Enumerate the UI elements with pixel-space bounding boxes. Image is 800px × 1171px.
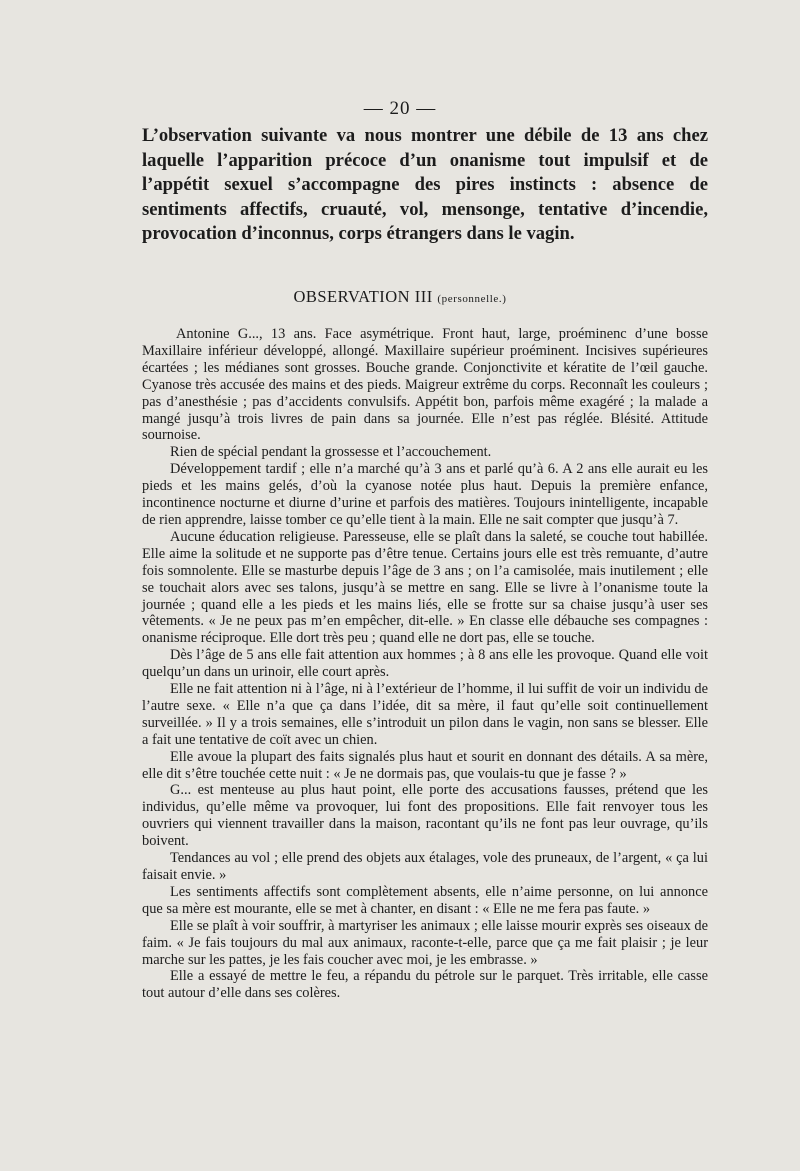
paragraph-9: Tendances au vol ; elle prend des objets aux étalages, vole des pruneaux, de l’argent, « ça lui faisait envie. »: [142, 850, 708, 883]
observation-body: [142, 326, 708, 1002]
intro-paragraph: L’observation suivante va nous montrer une débile de 13 ans chez laquelle l’apparition précoce d’un onanisme tout impulsif et de l’appétit sexuel s’accompagne des pires instincts : absence de sentiments affectifs, cruauté, vol, mensonge, tentative d’incendie, provocation d’inconnus, corps étrangers dans le vagin.: [142, 125, 708, 245]
paragraph-6: Elle ne fait attention ni à l’âge, ni à l’extérieur de l’homme, il lui suffit de voir un individu de l’autre sexe. « Elle n’a que ça dans l’idée, dit sa mère, il faut qu’elle soit continuellement surveillée. » Il y a trois semaines, elle s’introduit un pilon dans le vagin, non sans se blesser. Elle a fait une tentative de coït avec un chien.: [142, 681, 708, 748]
paragraph-5: Dès l’âge de 5 ans elle fait attention aux hommes ; à 8 ans elle les provoque. Quand elle voit quelqu’un dans un urinoir, elle court après.: [142, 647, 708, 681]
paragraph-3: Développement tardif ; elle n’a marché qu’à 3 ans et parlé qu’à 6. A 2 ans elle aurait eu les pieds et les mains gelés, d’où la cyanose notée plus haut. Depuis la première enfance, incontinence nocturne et diurne d’urine et parfois des matières. Toujours inintelligente, incapable de rien apprendre, laisse tomber ce qu’elle tient à la main. Elle ne sait compter que jusqu’à 7.: [142, 461, 708, 528]
page-number: — 20 —: [363, 98, 437, 119]
paragraph-10: Les sentiments affectifs sont complètement absents, elle n’aime personne, on lui annonce que sa mère est mourante, elle se met à chanter, en disant : « Elle ne me fera pas faute. »: [142, 883, 708, 917]
paragraph-4: Aucune éducation religieuse. Paresseuse, elle se plaît dans la saleté, se couche tout habillée. Elle aime la solitude et ne supporte pas d’être tenue. Certains jours elle est très remuante, d’autre fois somnolente. Elle se masturbe depuis l’âge de 3 ans ; on l’a camisolée, mais inutilement ; elle se touchait alors avec ses talons, jusqu’à se mettre en sang. Elle se livre à l’onanisme toute la journée ; quand elle a les pieds et les mains liés, elle se frotte sur sa chaise jusqu’à user ses vêtements. « Je ne peux pas m’en empêcher, dit-elle. » En classe elle débauche ses compagnes : onanisme réciproque. Elle dort très peu ; quand elle ne dort pas, elle se touche.: [142, 528, 708, 647]
observation-subtitle: (personnelle.): [437, 293, 507, 305]
paragraph-2: Rien de spécial pendant la grossesse et l’accouchement.: [170, 444, 492, 461]
paragraph-8: G... est menteuse au plus haut point, elle porte des accusations fausses, prétend que les individus, qu’elle même va provoquer, lui font des propositions. Elle fait renvoyer tous les ouvriers qui viennent travailler dans la maison, racontant qu’ils ne font pas leur ouvrage, qu’ils boivent.: [142, 782, 708, 850]
observation-heading: [0, 287, 800, 307]
observation-title: OBSERVATION III: [293, 287, 433, 306]
paragraph-12: Elle a essayé de mettre le feu, a répandu du pétrole sur le parquet. Très irritable, elle casse tout autour d’elle dans ses colères.: [142, 968, 708, 1002]
paragraph-7: Elle avoue la plupart des faits signalés plus haut et sourit en donnant des détails. A sa mère, elle dit s’être touchée cette nuit : « Je ne dormais pas, que voulais-tu que je fasse ? »: [142, 748, 708, 782]
paragraph-1: Antonine G..., 13 ans. Face asymétrique. Front haut, large, proéminenc d’une bosse Maxillaire inférieur développé, allongé. Maxillaire supérieur proéminent. Incisives supérieures écartées ; les médianes sont grosses. Bouche grande. Conjonctivite et kératite de l’œil gauche. Cyanose très accusée des mains et des pieds. Maigreur extrême du corps. Reconnaît les couleurs ; pas d’anesthésie ; pas d’accidents convulsifs. Appétit bon, parfois même exagéré ; la malade a mangé jusqu’à trois livres de pain dans sa journée. Elle n’est pas réglée. Blésité. Attitude sournoise.: [142, 326, 708, 444]
paragraph-11: Elle se plaît à voir souffrir, à martyriser les animaux ; elle laisse mourir exprès ses oiseaux de faim. « Je fais toujours du mal aux animaux, raconte-t-elle, parce que ça me fait plaisir ; je leur marche sur les pattes, je les fais coucher avec moi, je les embrasse. »: [142, 917, 708, 968]
